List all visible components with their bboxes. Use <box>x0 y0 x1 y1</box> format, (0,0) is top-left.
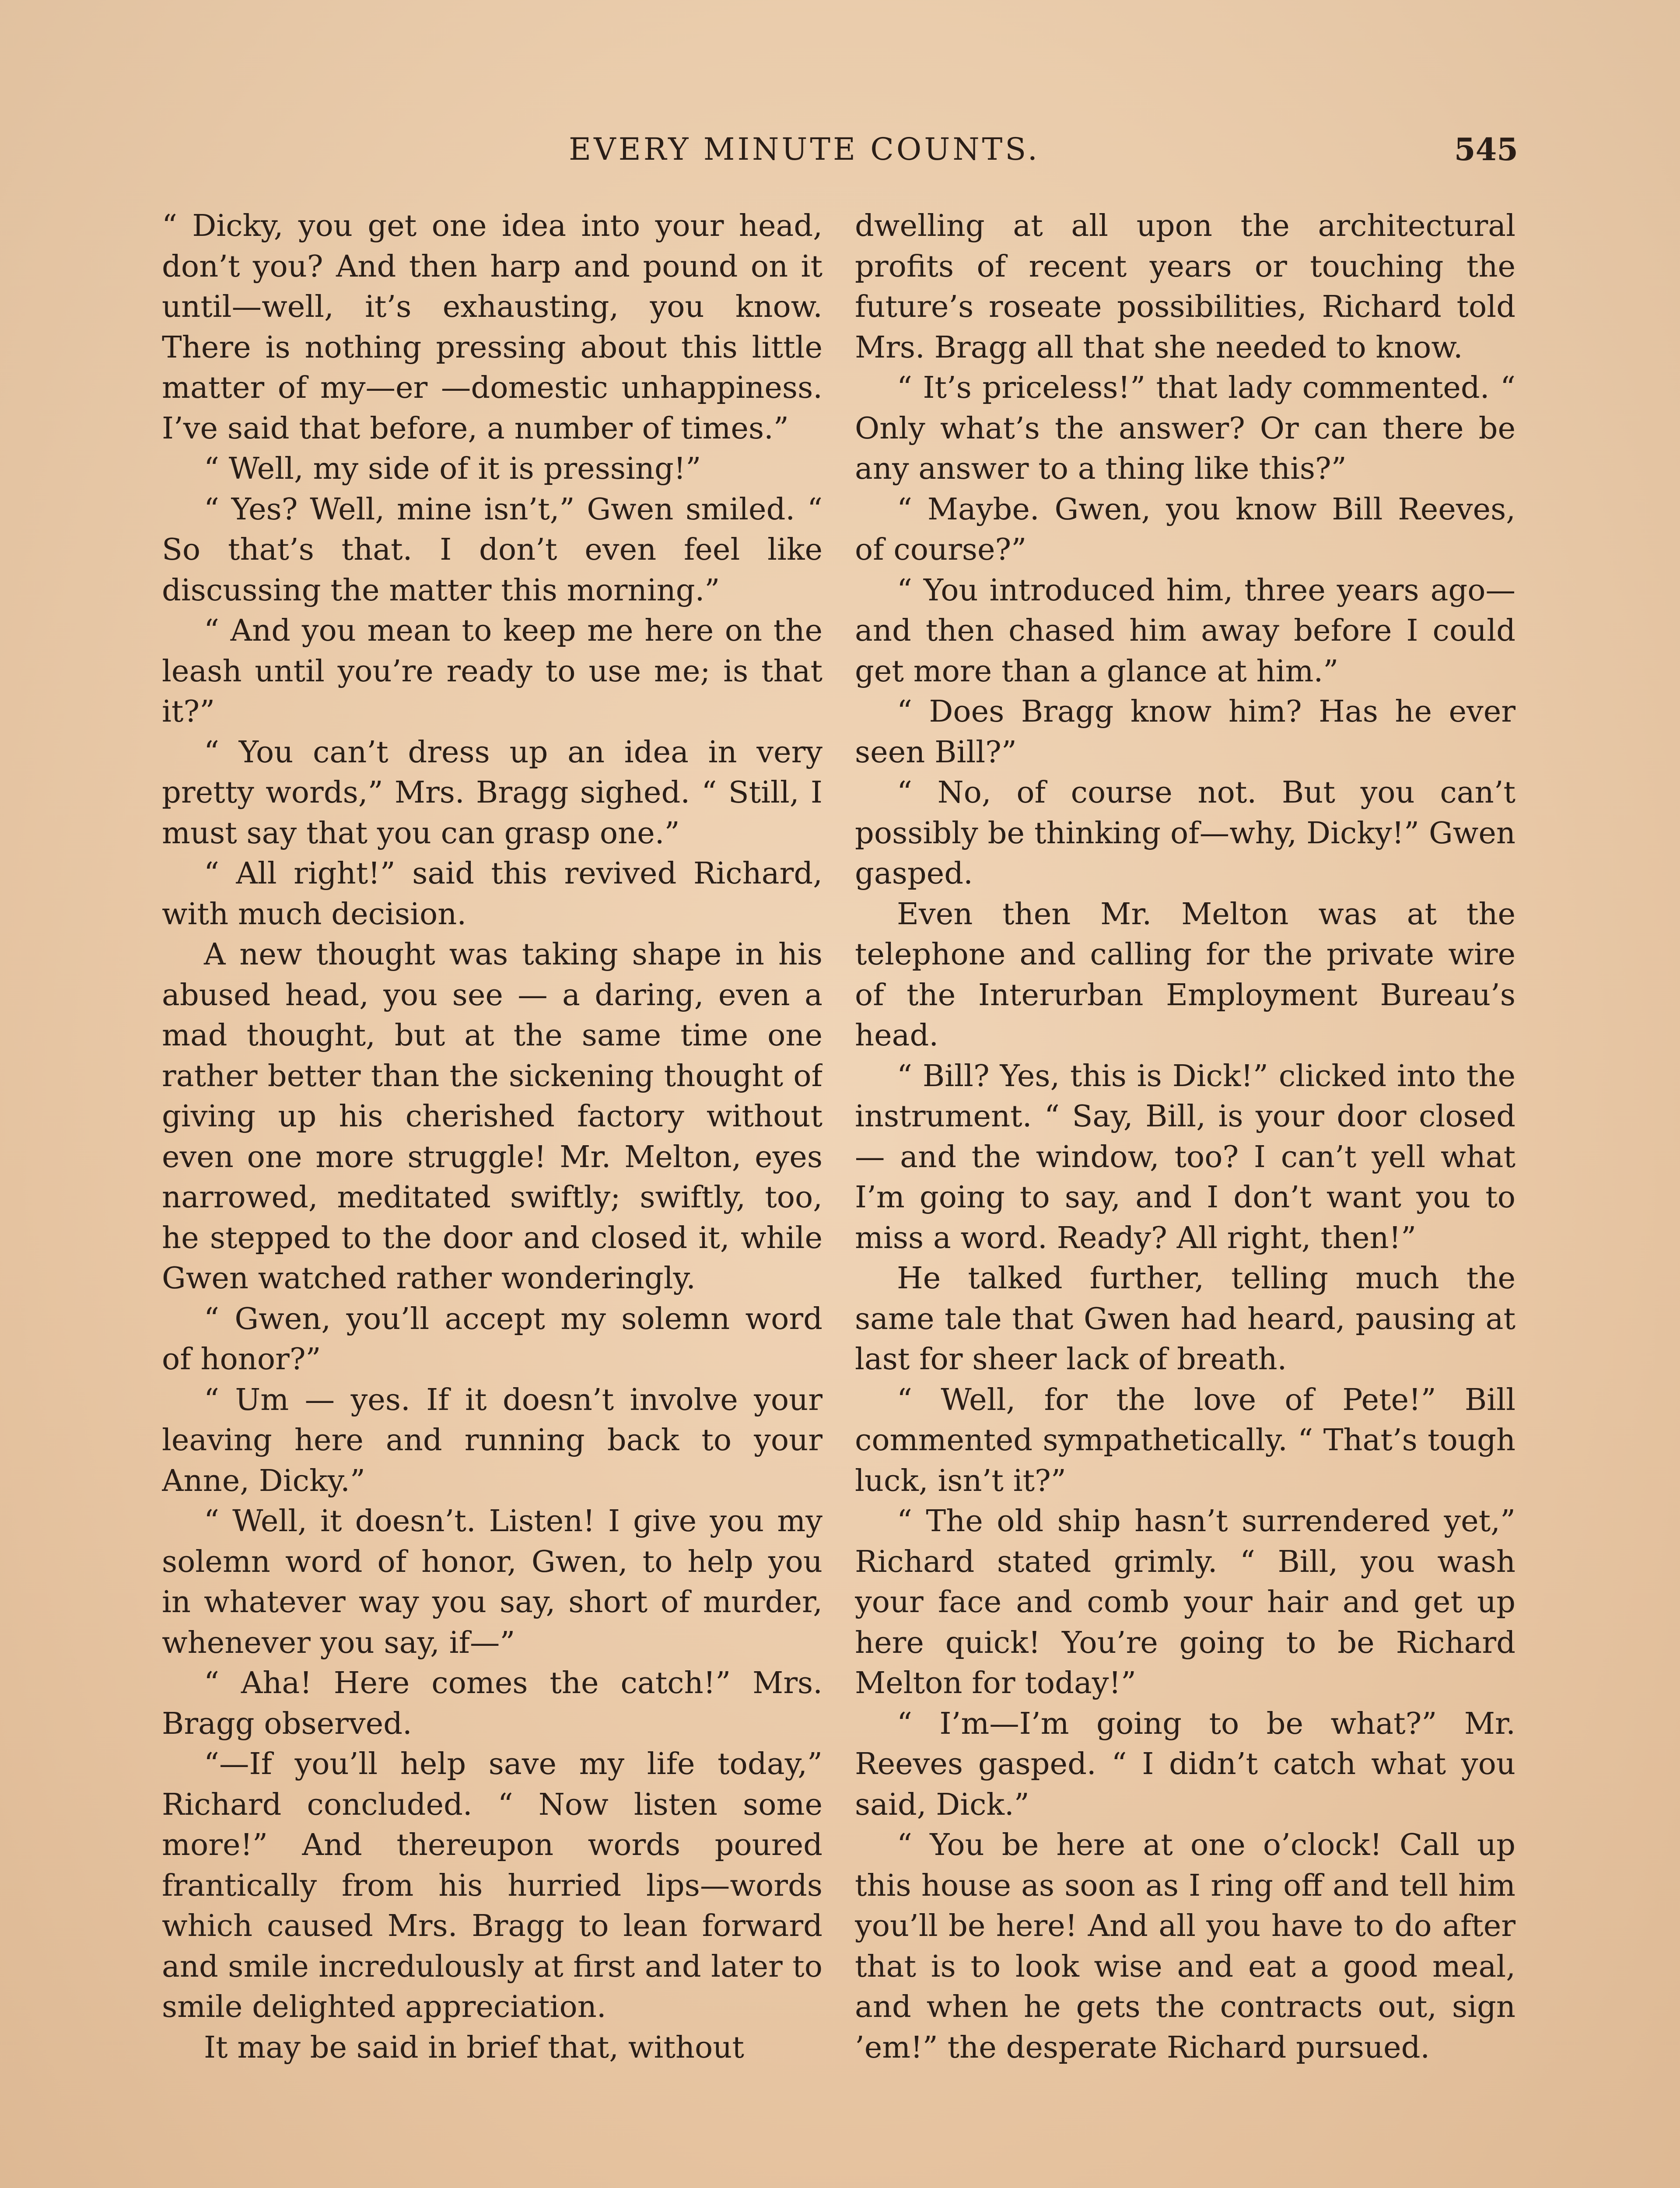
paragraph: “ All right!” said this revived Richard, with much decision. <box>162 856 822 932</box>
paragraph: Even then Mr. Melton was at the telephone and calling for the private wire of the Interurban Employment Bureau’s head. <box>855 896 1516 1053</box>
paragraph: A new thought was taking shape in his abused head, you see — a daring, even a mad thought, but at the same time one rather better than the sickening thought of giving up his cherished factory without even one more struggle! Mr. Melton, eyes narrowed, meditated swiftly; swiftly, too, he stepped to the door and closed it, while Gwen watched rather wonderingly. <box>162 937 822 1296</box>
left-column <box>162 206 822 2188</box>
paragraph: dwelling at all upon the architectural profits of recent years or touching the future’s roseate possibilities, Richard told Mrs. Bragg all that she needed to know. <box>855 208 1516 365</box>
paragraph: “ Bill? Yes, this is Dick!” clicked into the instrument. “ Say, Bill, is your door closed — and the window, too? I can’t yell what I’m going to say, and I don’t want you to miss a word. Ready? All right, then!” <box>855 1058 1516 1255</box>
paragraph: “ Yes? Well, mine isn’t,” Gwen smiled. “ So that’s that. I don’t even feel like discussing the matter this morning.” <box>162 491 822 608</box>
paragraph: He talked further, telling much the same tale that Gwen had heard, pausing at last for sheer lack of breath. <box>855 1261 1516 1377</box>
paragraph: “ Aha! Here comes the catch!” Mrs. Bragg observed. <box>162 1666 822 1741</box>
running-title: EVERY MINUTE COUNTS. <box>569 131 1040 167</box>
paragraph: It may be said in brief that, without <box>204 2030 744 2065</box>
paragraph: “ Well, for the love of Pete!” Bill commented sympathetically. “ That’s tough luck, isn’t it?” <box>855 1382 1516 1498</box>
paragraph: “ Dicky, you get one idea into your head, don’t you? And then harp and pound on it until—well, it’s exhausting, you know. There is nothing pressing about this little matter of my—er —domestic unhappiness. I’ve said that before, a number of times.” <box>162 208 822 446</box>
paragraph: “ You introduced him, three years ago—and then chased him away before I could get more than a glance at him.” <box>855 572 1516 689</box>
paragraph: “ You be here at one o’clock! Call up this house as soon as I ring off and tell him you’ll be here! And all you have to do after that is to look wise and eat a good meal, and when he gets the contracts out, sign ’em!” the desperate Richard pursued. <box>855 1827 1516 2065</box>
paragraph: “ It’s priceless!” that lady commented. “ Only what’s the answer? Or can there be any answer to a thing like this?” <box>855 370 1516 486</box>
paragraph: “ Well, it doesn’t. Listen! I give you my solemn word of honor, Gwen, to help you in whatever way you say, short of murder, whenever you say, if—” <box>162 1504 822 1660</box>
page-number: 545 <box>1454 131 1518 168</box>
right-column <box>855 206 1516 2188</box>
paragraph: “ And you mean to keep me here on the leash until you’re ready to use me; is that it?” <box>162 613 822 729</box>
paragraph: “ Gwen, you’ll accept my solemn word of honor?” <box>162 1301 822 1377</box>
paragraph: “ I’m—I’m going to be what?” Mr. Reeves gasped. “ I didn’t catch what you said, Dick.” <box>855 1706 1516 1822</box>
paragraph: “ No, of course not. But you can’t possibly be thinking of—why, Dicky!” Gwen gasped. <box>855 775 1516 891</box>
paragraph: “ Maybe. Gwen, you know Bill Reeves, of course?” <box>855 491 1516 567</box>
paragraph: “ Well, my side of it is pressing!” <box>204 451 701 486</box>
paragraph: “—If you’ll help save my life today,” Richard concluded. “ Now listen some more!” And thereupon words poured frantically from his hurried lips—words which caused Mrs. Bragg to lean forward and smile incredulously at first and later to smile delighted appreciation. <box>162 1746 822 2024</box>
running-head <box>162 131 1518 179</box>
paragraph: “ You can’t dress up an idea in very pretty words,” Mrs. Bragg sighed. “ Still, I must say that you can grasp one.” <box>162 734 822 851</box>
paragraph: “ Um — yes. If it doesn’t involve your leaving here and running back to your Anne, Dicky.” <box>162 1382 822 1498</box>
paragraph: “ Does Bragg know him? Has he ever seen Bill?” <box>855 694 1516 770</box>
paragraph: “ The old ship hasn’t surrendered yet,” Richard stated grimly. “ Bill, you wash your face and comb your hair and get up here quick! You’re going to be Richard Melton for today!” <box>855 1504 1516 1701</box>
